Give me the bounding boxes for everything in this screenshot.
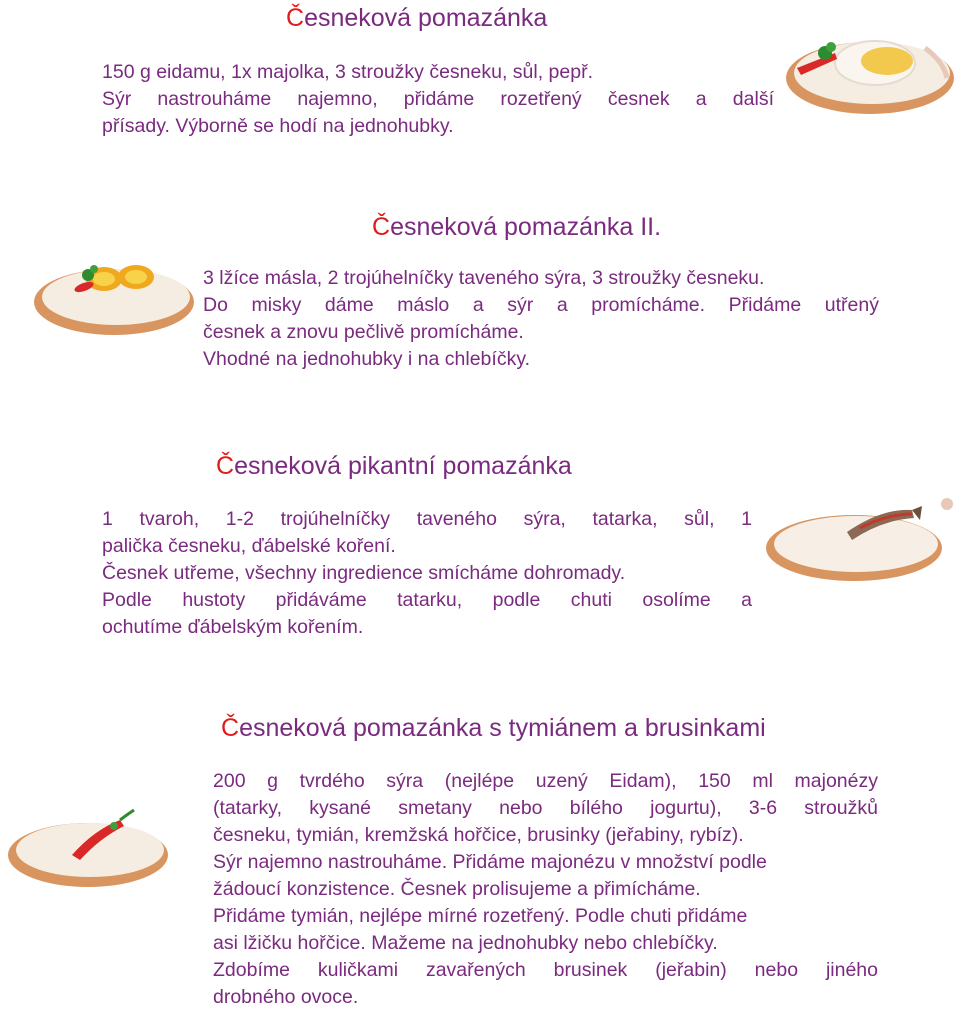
text-line: Do misky dáme máslo a sýr a promícháme. Přidáme utřený bbox=[203, 294, 879, 316]
open-sandwich-with-fish-icon bbox=[762, 496, 958, 588]
text-line: 150 g eidamu, 1x majolka, 3 stroužky česneku, sůl, pepř. bbox=[102, 61, 594, 83]
text-line: asi lžičku hořčice. Mažeme na jednohubky nebo chlebíčky. bbox=[213, 932, 718, 954]
recipe-title: Česneková pikantní pomazánka bbox=[216, 452, 572, 480]
text-line: Sýr nastrouháme najemno, přidáme rozetřený česnek a další bbox=[102, 88, 774, 110]
recipe-text bbox=[102, 506, 752, 641]
text-line: palička česneku, ďábelské koření. bbox=[102, 535, 396, 557]
open-sandwich-with-egg-icon bbox=[775, 23, 955, 118]
text-line: 1 tvaroh, 1-2 trojúhelníčky taveného sýra, tatarka, sůl, 1 bbox=[102, 508, 752, 530]
text-line: 3 lžíce másla, 2 trojúhelníčky taveného sýra, 3 stroužky česneku. bbox=[203, 267, 765, 289]
text-line: drobného ovoce. bbox=[213, 986, 359, 1008]
recipe-text bbox=[203, 265, 879, 373]
text-line: česneku, tymián, kremžská hořčice, brusinky (jeřabiny, rybíz). bbox=[213, 824, 744, 846]
open-sandwich-with-pepper-icon bbox=[2, 800, 174, 892]
text-line: žádoucí konzistence. Česnek prolisujeme a přimícháme. bbox=[213, 878, 701, 900]
text-line: 200 g tvrdého sýra (nejlépe uzený Eidam), 150 ml majonézy bbox=[213, 770, 878, 792]
text-line: přísady. Výborně se hodí na jednohubky. bbox=[102, 115, 454, 137]
text-line: Zdobíme kuličkami zavařených brusinek (jeřabin) nebo jiného bbox=[213, 959, 878, 981]
recipe-text bbox=[213, 768, 878, 1011]
text-line: Podle hustoty přidáváme tatarku, podle chuti osolíme a bbox=[102, 589, 752, 611]
text-line: ochutíme ďábelským kořením. bbox=[102, 616, 364, 638]
recipe-title: Česneková pomazánka bbox=[286, 4, 548, 32]
recipe-title: Česneková pomazánka s tymiánem a brusinkami bbox=[221, 714, 766, 742]
text-line: (tatarky, kysané smetany nebo bílého jogurtu), 3-6 stroužků bbox=[213, 797, 878, 819]
text-line: Sýr najemno nastrouháme. Přidáme majonézu v množství podle bbox=[213, 851, 767, 873]
text-line: česnek a znovu pečlivě promícháme. bbox=[203, 321, 524, 343]
recipe-text bbox=[102, 59, 774, 140]
text-line: Vhodné na jednohubky i na chlebíčky. bbox=[203, 348, 531, 370]
text-line: Přidáme tymián, nejlépe mírné rozetřený. Podle chuti přidáme bbox=[213, 905, 748, 927]
open-sandwich-with-egg-slices-icon bbox=[24, 247, 196, 339]
text-line: Česnek utřeme, všechny ingredience smícháme dohromady. bbox=[102, 562, 626, 584]
recipe-title: Česneková pomazánka II. bbox=[372, 213, 662, 241]
